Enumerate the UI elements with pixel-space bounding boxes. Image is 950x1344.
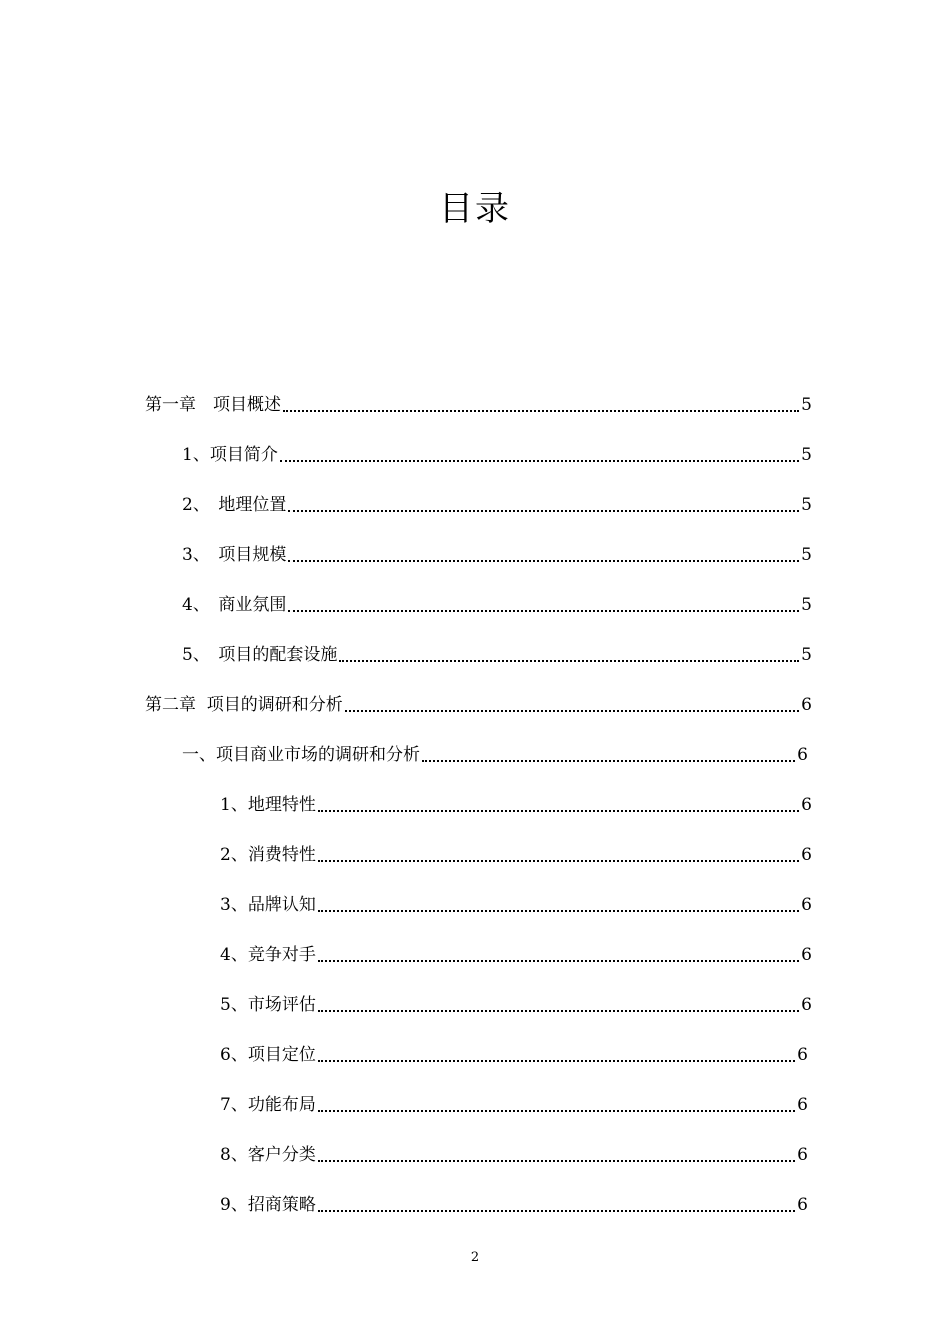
toc-entry-2-section-1[interactable] xyxy=(182,740,808,766)
toc-page-number: 6 xyxy=(797,1145,808,1165)
toc-entry-2-1-1[interactable] xyxy=(220,790,812,816)
toc-page-number: 5 xyxy=(801,395,812,415)
toc-entry-label: 5、市场评估 xyxy=(220,995,316,1015)
toc-leader-dots xyxy=(318,1160,795,1162)
toc-leader-dots xyxy=(318,860,799,862)
toc-leader-dots xyxy=(345,710,799,712)
toc-page-number: 5 xyxy=(801,495,812,515)
page-number-footer: 2 xyxy=(470,1250,480,1265)
toc-page-number: 6 xyxy=(797,1045,808,1065)
toc-entry-2-1-2[interactable] xyxy=(220,840,812,866)
toc-page-number: 6 xyxy=(797,745,808,765)
toc-entry-label: 第二章 项目的调研和分析 xyxy=(145,695,343,715)
toc-entry-label: 2、 地理位置 xyxy=(182,495,287,515)
toc-entry-label: 第一章 项目概述 xyxy=(145,395,281,415)
toc-leader-dots xyxy=(318,960,799,962)
toc-entry-label: 一、项目商业市场的调研和分析 xyxy=(182,745,420,765)
toc-leader-dots xyxy=(318,1010,799,1012)
toc-leader-dots xyxy=(288,510,799,512)
toc-entry-2-1-7[interactable] xyxy=(220,1090,808,1116)
toc-entry-1-3[interactable] xyxy=(182,540,812,566)
toc-leader-dots xyxy=(318,1060,795,1062)
toc-entry-1-2[interactable] xyxy=(182,490,812,516)
toc-page-number: 6 xyxy=(797,1095,808,1115)
toc-page-number: 5 xyxy=(801,595,812,615)
toc-page-number: 6 xyxy=(797,1195,808,1215)
toc-entry-label: 1、项目简介 xyxy=(182,445,278,465)
toc-page-number: 6 xyxy=(801,795,812,815)
toc-entry-label: 4、竞争对手 xyxy=(220,945,316,965)
toc-leader-dots xyxy=(422,760,795,762)
toc-page-number: 5 xyxy=(801,445,812,465)
toc-leader-dots xyxy=(288,560,799,562)
toc-leader-dots xyxy=(318,1110,795,1112)
toc-entry-2-1-8[interactable] xyxy=(220,1140,808,1166)
toc-entry-label: 7、功能布局 xyxy=(220,1095,316,1115)
toc-page-number: 6 xyxy=(801,995,812,1015)
toc-leader-dots xyxy=(318,1210,795,1212)
toc-leader-dots xyxy=(288,610,799,612)
toc-entry-2-1-4[interactable] xyxy=(220,940,812,966)
toc-entry-label: 1、地理特性 xyxy=(220,795,316,815)
toc-leader-dots xyxy=(283,410,799,412)
toc-page-number: 5 xyxy=(801,645,812,665)
toc-entry-2-1-3[interactable] xyxy=(220,890,812,916)
toc-page-number: 5 xyxy=(801,545,812,565)
toc-entry-1-5[interactable] xyxy=(182,640,812,666)
toc-entry-1-4[interactable] xyxy=(182,590,812,616)
toc-entry-label: 8、客户分类 xyxy=(220,1145,316,1165)
toc-entry-label: 2、消费特性 xyxy=(220,845,316,865)
toc-leader-dots xyxy=(318,810,799,812)
toc-leader-dots xyxy=(318,910,799,912)
toc-entry-2-1-6[interactable] xyxy=(220,1040,808,1066)
toc-entry-chapter-1[interactable] xyxy=(145,390,812,416)
toc-entry-2-1-5[interactable] xyxy=(220,990,812,1016)
toc-entry-label: 4、 商业氛围 xyxy=(182,595,287,615)
toc-page-number: 6 xyxy=(801,895,812,915)
toc-entry-label: 5、 项目的配套设施 xyxy=(182,645,338,665)
toc-leader-dots xyxy=(339,660,799,662)
toc-page-number: 6 xyxy=(801,695,812,715)
toc-entry-chapter-2[interactable] xyxy=(145,690,812,716)
toc-entry-2-1-9[interactable] xyxy=(220,1190,808,1216)
toc-entry-label: 3、 项目规模 xyxy=(182,545,287,565)
toc-page-number: 6 xyxy=(801,845,812,865)
toc-leader-dots xyxy=(280,460,799,462)
toc-entry-label: 9、招商策略 xyxy=(220,1195,316,1215)
toc-entry-1-1[interactable] xyxy=(182,440,812,466)
toc-entry-label: 6、项目定位 xyxy=(220,1045,316,1065)
toc-page-number: 6 xyxy=(801,945,812,965)
page-title: 目录 xyxy=(439,189,511,229)
toc-entry-label: 3、品牌认知 xyxy=(220,895,316,915)
